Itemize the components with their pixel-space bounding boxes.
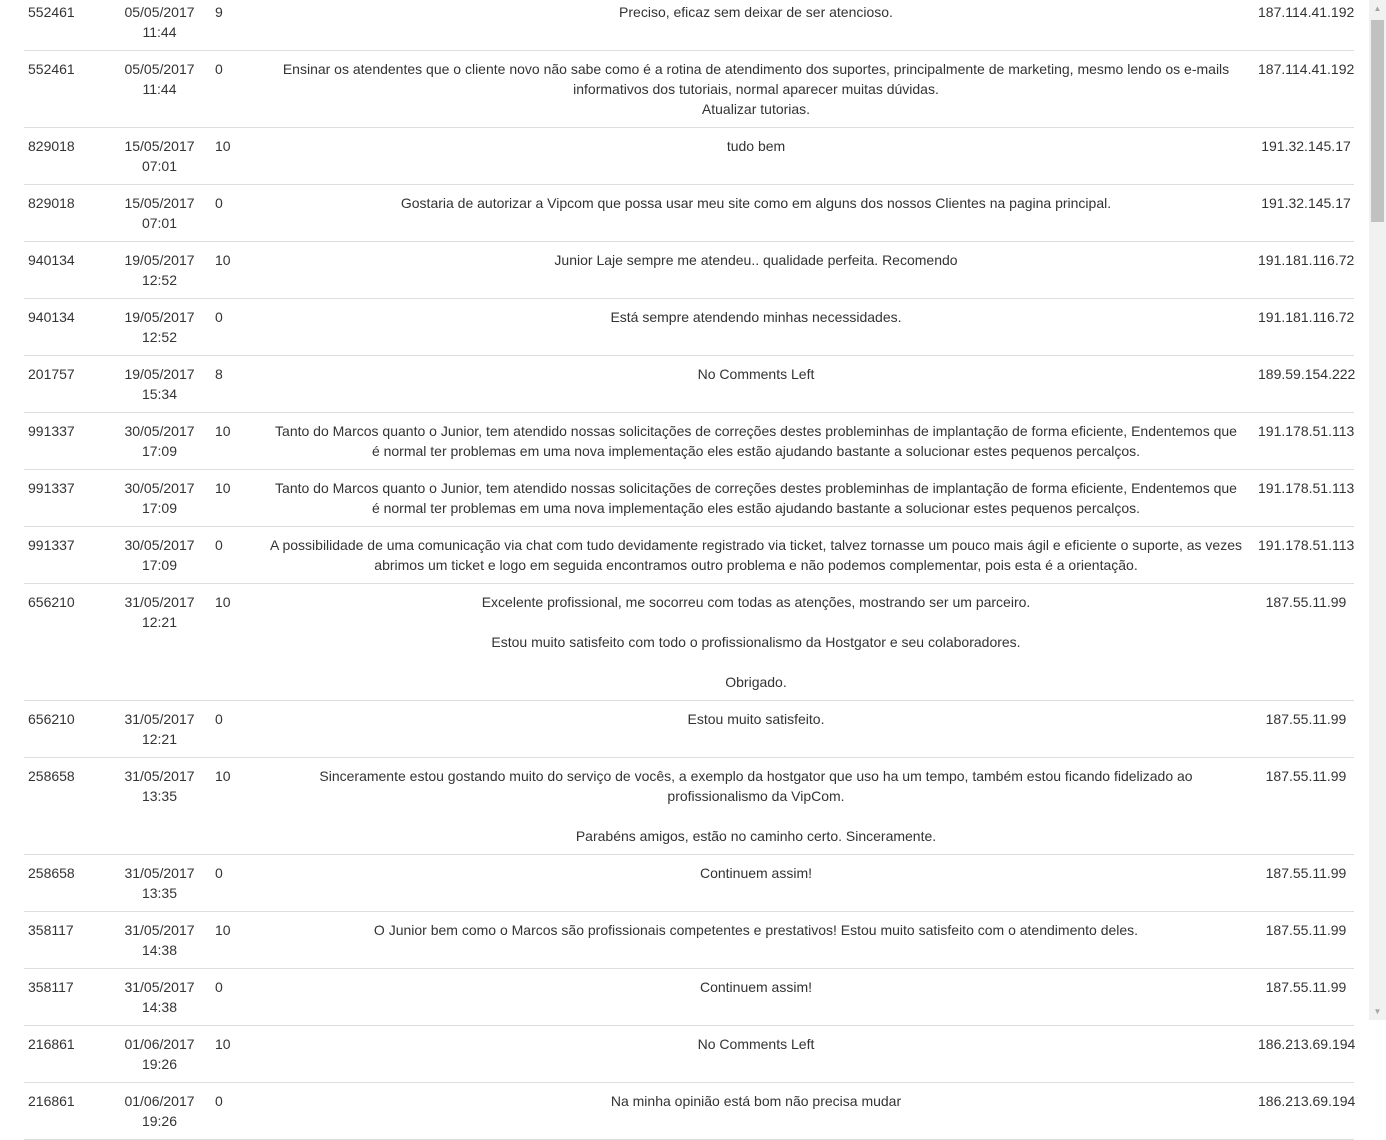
row-id-cell: 940134 — [24, 299, 116, 356]
table-row — [24, 1083, 1354, 1140]
row-datetime-cell — [116, 758, 203, 855]
row-date: 19/05/2017 — [124, 366, 195, 382]
table-row — [24, 855, 1354, 912]
row-ip-cell: 187.55.11.99 — [1258, 969, 1354, 1026]
row-time: 12:52 — [141, 272, 178, 288]
table-row — [24, 128, 1354, 185]
row-comment-cell: Está sempre atendendo minhas necessidades. — [254, 299, 1258, 356]
vertical-scrollbar[interactable] — [1369, 0, 1386, 1020]
row-id-cell: 216861 — [24, 1026, 116, 1083]
row-id-cell: 829018 — [24, 128, 116, 185]
row-ip-cell: 186.213.69.194 — [1258, 1083, 1354, 1140]
row-ip-cell: 191.178.51.113 — [1258, 527, 1354, 584]
row-comment-cell: Sinceramente estou gostando muito do serviço de vocês, a exemplo da hostgator que uso ha um tempo, também estou ficando fidelizado ao profissionalismo da VipCom. Parabéns amigos, estão no caminho certo. Sinceramente. — [254, 758, 1258, 855]
row-score-cell: 0 — [203, 701, 254, 758]
row-score-cell: 0 — [203, 527, 254, 584]
row-date: 05/05/2017 — [124, 61, 195, 77]
row-id-cell: 829018 — [24, 185, 116, 242]
row-comment-cell: Gostaria de autorizar a Vipcom que possa usar meu site como em alguns dos nossos Clientes na pagina principal. — [254, 185, 1258, 242]
table-row — [24, 413, 1354, 470]
table-row — [24, 299, 1354, 356]
row-date: 15/05/2017 — [124, 195, 195, 211]
row-date: 19/05/2017 — [124, 252, 195, 268]
row-comment-cell: Estou muito satisfeito. — [254, 701, 1258, 758]
row-ip-cell: 191.178.51.113 — [1258, 470, 1354, 527]
table-row — [24, 51, 1354, 128]
row-time: 15:34 — [141, 386, 178, 402]
row-time: 19:26 — [141, 1113, 178, 1129]
row-score-cell: 10 — [203, 584, 254, 701]
row-comment-cell: Ensinar os atendentes que o cliente novo não sabe como é a rotina de atendimento dos suportes, principalmente de marketing, mesmo lendo os e-mails informativos dos tutoriais, normal aparecer muitas dúvidas. Atualizar tutorias. — [254, 51, 1258, 128]
row-date: 31/05/2017 — [124, 865, 195, 881]
row-time: 13:35 — [141, 885, 178, 901]
row-comment-cell: Tanto do Marcos quanto o Junior, tem atendido nossas solicitações de correções destes probleminhas de implantação de forma eficiente, Endentemos que é normal ter problemas em uma nova implementação eles estão ajudando bastante a solucionar estes pequenos percalços. — [254, 470, 1258, 527]
row-ip-cell: 191.181.116.72 — [1258, 242, 1354, 299]
row-id-cell: 656210 — [24, 584, 116, 701]
row-datetime-cell — [116, 128, 203, 185]
row-datetime-cell — [116, 242, 203, 299]
row-id-cell: 258658 — [24, 855, 116, 912]
row-date: 19/05/2017 — [124, 309, 195, 325]
row-time: 17:09 — [141, 443, 178, 459]
table-row — [24, 969, 1354, 1026]
row-time: 12:52 — [141, 329, 178, 345]
row-comment-cell: No Comments Left — [254, 1026, 1258, 1083]
row-score-cell: 0 — [203, 855, 254, 912]
row-comment-cell: Preciso, eficaz sem deixar de ser atencioso. — [254, 0, 1258, 51]
table-row — [24, 242, 1354, 299]
table-row — [24, 0, 1354, 51]
row-time: 14:38 — [141, 999, 178, 1015]
row-time: 12:21 — [141, 614, 178, 630]
row-date: 31/05/2017 — [124, 768, 195, 784]
row-time: 11:44 — [142, 24, 177, 40]
scroll-up-arrow-icon[interactable]: ▲ — [1369, 0, 1386, 17]
row-time: 11:44 — [142, 81, 177, 97]
row-ip-cell: 191.178.51.113 — [1258, 413, 1354, 470]
row-datetime-cell — [116, 413, 203, 470]
row-comment-cell: Excelente profissional, me socorreu com todas as atenções, mostrando ser um parceiro. Estou muito satisfeito com todo o profissionalismo da Hostgator e seu colaboradores. Obrigado. — [254, 584, 1258, 701]
row-datetime-cell — [116, 51, 203, 128]
row-ip-cell: 189.59.154.222 — [1258, 356, 1354, 413]
row-time: 12:21 — [141, 731, 178, 747]
table-row — [24, 527, 1354, 584]
table-row — [24, 912, 1354, 969]
row-comment-cell: O Junior bem como o Marcos são profissionais competentes e prestativos! Estou muito satisfeito com o atendimento deles. — [254, 912, 1258, 969]
row-time: 17:09 — [141, 557, 178, 573]
scroll-down-arrow-icon[interactable]: ▼ — [1369, 1003, 1386, 1020]
row-ip-cell: 187.55.11.99 — [1258, 584, 1354, 701]
table-row — [24, 758, 1354, 855]
row-datetime-cell — [116, 470, 203, 527]
row-score-cell: 10 — [203, 470, 254, 527]
row-date: 30/05/2017 — [124, 537, 195, 553]
row-ip-cell: 187.55.11.99 — [1258, 758, 1354, 855]
row-id-cell: 552461 — [24, 51, 116, 128]
row-score-cell: 10 — [203, 912, 254, 969]
row-date: 31/05/2017 — [124, 711, 195, 727]
row-date: 31/05/2017 — [124, 979, 195, 995]
table-row — [24, 701, 1354, 758]
row-id-cell: 258658 — [24, 758, 116, 855]
row-score-cell: 9 — [203, 0, 254, 51]
row-ip-cell: 191.32.145.17 — [1258, 128, 1354, 185]
row-date: 30/05/2017 — [124, 480, 195, 496]
row-date: 01/06/2017 — [124, 1036, 195, 1052]
row-id-cell: 991337 — [24, 413, 116, 470]
row-id-cell: 991337 — [24, 470, 116, 527]
row-comment-cell: Junior Laje sempre me atendeu.. qualidade perfeita. Recomendo — [254, 242, 1258, 299]
row-datetime-cell — [116, 1026, 203, 1083]
row-date: 15/05/2017 — [124, 138, 195, 154]
row-time: 14:38 — [141, 942, 178, 958]
table-row — [24, 356, 1354, 413]
feedback-table-body — [24, 0, 1354, 1140]
row-datetime-cell — [116, 701, 203, 758]
row-datetime-cell — [116, 527, 203, 584]
row-date: 01/06/2017 — [124, 1093, 195, 1109]
row-ip-cell: 187.55.11.99 — [1258, 912, 1354, 969]
row-score-cell: 10 — [203, 128, 254, 185]
row-score-cell: 0 — [203, 299, 254, 356]
row-time: 13:35 — [141, 788, 178, 804]
row-comment-cell: Tanto do Marcos quanto o Junior, tem atendido nossas solicitações de correções destes probleminhas de implantação de forma eficiente, Endentemos que é normal ter problemas em uma nova implementação eles estão ajudando bastante a solucionar estes pequenos percalços. — [254, 413, 1258, 470]
row-score-cell: 0 — [203, 185, 254, 242]
row-score-cell: 0 — [203, 969, 254, 1026]
row-score-cell: 8 — [203, 356, 254, 413]
row-ip-cell: 187.114.41.192 — [1258, 51, 1354, 128]
row-id-cell: 358117 — [24, 912, 116, 969]
scrollbar-thumb[interactable] — [1371, 20, 1384, 222]
row-datetime-cell — [116, 185, 203, 242]
row-ip-cell: 191.32.145.17 — [1258, 185, 1354, 242]
row-datetime-cell — [116, 299, 203, 356]
row-id-cell: 940134 — [24, 242, 116, 299]
row-ip-cell: 187.114.41.192 — [1258, 0, 1354, 51]
row-date: 30/05/2017 — [124, 423, 195, 439]
row-date: 05/05/2017 — [124, 4, 195, 20]
row-comment-cell: No Comments Left — [254, 356, 1258, 413]
row-datetime-cell — [116, 855, 203, 912]
row-comment-cell: Continuem assim! — [254, 969, 1258, 1026]
row-time: 17:09 — [141, 500, 178, 516]
row-id-cell: 991337 — [24, 527, 116, 584]
row-id-cell: 358117 — [24, 969, 116, 1026]
row-comment-cell: A possibilidade de uma comunicação via chat com tudo devidamente registrado via ticket, talvez tornasse um pouco mais ágil e eficiente o suporte, as vezes abrimos um ticket e logo em seguida encontramos outro problema e não podemos complementar, pois esta é a orientação. — [254, 527, 1258, 584]
row-datetime-cell — [116, 356, 203, 413]
table-row — [24, 584, 1354, 701]
row-score-cell: 10 — [203, 413, 254, 470]
row-id-cell: 656210 — [24, 701, 116, 758]
row-datetime-cell — [116, 584, 203, 701]
row-datetime-cell — [116, 0, 203, 51]
row-date: 31/05/2017 — [124, 594, 195, 610]
row-comment-cell: Na minha opinião está bom não precisa mudar — [254, 1083, 1258, 1140]
row-comment-cell: tudo bem — [254, 128, 1258, 185]
row-id-cell: 552461 — [24, 0, 116, 51]
row-date: 31/05/2017 — [124, 922, 195, 938]
row-score-cell: 0 — [203, 51, 254, 128]
row-time: 07:01 — [141, 215, 178, 231]
row-time: 07:01 — [141, 158, 178, 174]
row-score-cell: 10 — [203, 758, 254, 855]
row-score-cell: 0 — [203, 1083, 254, 1140]
table-row — [24, 1026, 1354, 1083]
row-datetime-cell — [116, 1083, 203, 1140]
table-row — [24, 185, 1354, 242]
row-comment-cell: Continuem assim! — [254, 855, 1258, 912]
row-datetime-cell — [116, 912, 203, 969]
row-score-cell: 10 — [203, 242, 254, 299]
row-datetime-cell — [116, 969, 203, 1026]
row-ip-cell: 191.181.116.72 — [1258, 299, 1354, 356]
row-id-cell: 201757 — [24, 356, 116, 413]
row-ip-cell: 187.55.11.99 — [1258, 701, 1354, 758]
row-score-cell: 10 — [203, 1026, 254, 1083]
feedback-table — [24, 0, 1354, 1140]
row-ip-cell: 186.213.69.194 — [1258, 1026, 1354, 1083]
table-row — [24, 470, 1354, 527]
row-time: 19:26 — [141, 1056, 178, 1072]
row-id-cell: 216861 — [24, 1083, 116, 1140]
row-ip-cell: 187.55.11.99 — [1258, 855, 1354, 912]
